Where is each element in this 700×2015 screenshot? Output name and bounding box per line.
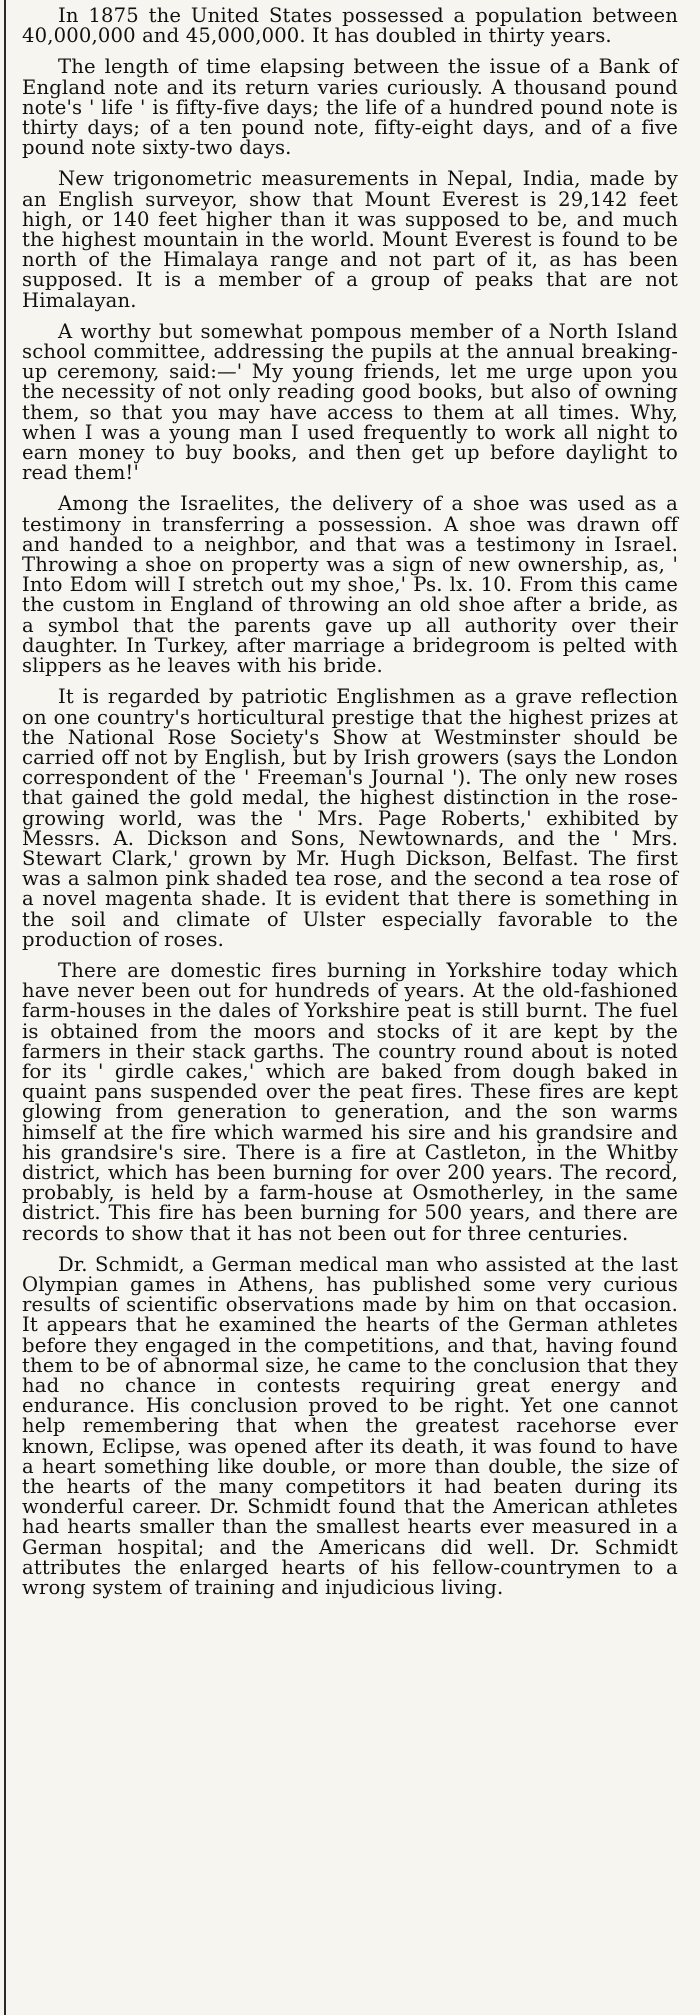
paragraph-mount-everest: New trigonometric measurements in Nepal, India, made by an English surveyor, show that Mount Everest is 29,142 feet high, or 140 feet higher than it was supposed to be, and much the highest mountain in the world. Mount Everest is found to be north of the Himalaya range and not part of it, as has been supposed. It is a member of a group of peaks that are not Himalayan. bbox=[22, 167, 678, 312]
column-rule bbox=[4, 0, 6, 2015]
paragraph-yorkshire-fires: There are domestic fires burning in Yorkshire today which have never been out for hundreds of years. At the old-fashioned farm-houses in the dales of Yorkshire peat is still burnt. The fuel is obtained from the moors and stocks of it are kept by the farmers in their stack garths. The country round about is noted for its ' girdle cakes,' which are baked from dough baked in quaint pans suspended over the peat fires. These fires are kept glowing from generation to generation, and the son warms himself at the fire which warmed his sire and his grandsire and his grandsire's sire. There is a fire at Castleton, in the Whitby district, which has been burning for over 200 years. The record, probably, is held by a farm-house at Osmotherley, in the same district. This fire has been burning for 500 years, and there are records to show that it has not been out for three centuries. bbox=[22, 958, 678, 1245]
paragraph-shoe-custom: Among the Israelites, the delivery of a shoe was used as a testimony in transferring a possession. A shoe was drawn off and handed to a neighbor, and that was a testimony in Israel. Throwing a shoe on property was a sign of new ownership, as, ' Into Edom will I stretch out my shoe,' Ps. lx. 10. From this came the custom in England of throwing an old shoe after a bride, as a symbol that the parents gave up all authority over their daughter. In Turkey, after marriage a bridegroom is pelted with slippers as he leaves with his bride. bbox=[22, 492, 678, 678]
paragraph-bank-notes: The length of time elapsing between the issue of a Bank of England note and its return varies curiously. A thousand pound note's ' life ' is fifty-five days; the life of a hundred pound note is thirty days; of a ten pound note, fifty-eight days, and of a five pound note sixty-two days. bbox=[22, 55, 678, 160]
paragraph-school-committee: A worthy but somewhat pompous member of a North Island school committee, addressing the pupils at the annual breaking-up ceremony, said:—' My young friends, let me urge upon you the necessity of not only reading good books, but also of owning them, so that you may have access to them at all times. Why, when I was a young man I used frequently to work all night to earn money to buy books, and then get up before daylight to read them!' bbox=[22, 319, 678, 485]
paragraph-population: In 1875 the United States possessed a population between 40,000,000 and 45,000,000. It has doubled in thirty years. bbox=[22, 4, 678, 48]
paragraph-athletes-hearts: Dr. Schmidt, a German medical man who assisted at the last Olympian games in Athens, has published some very curious results of scientific observations made by him on that occasion. It appears that he examined the hearts of the German athletes before they engaged in the competitions, and that, having found them to be of abnormal size, he came to the conclusion that they had no chance in contests requiring great energy and endurance. His conclusion proved to be right. Yet one cannot help remembering that when the greatest racehorse ever known, Eclipse, was opened after its death, it was found to have a heart something like double, or more than double, the size of the hearts of the many competitors it had beaten during its wonderful career. Dr. Schmidt found that the American athletes had hearts smaller than the smallest hearts ever measured in a German hospital; and the Americans did well. Dr. Schmidt attributes the enlarged hearts of his fellow-countrymen to a wrong system of training and injudicious living. bbox=[22, 1252, 678, 1600]
paragraph-roses: It is regarded by patriotic Englishmen as a grave reflection on one country's horticultural prestige that the highest prizes at the National Rose Society's Show at Westminster should be carried off not by English, but by Irish growers (says the London correspondent of the ' Freeman's Journal '). The only new roses that gained the gold medal, the highest distinction in the rose-growing world, was the ' Mrs. Page Roberts,' exhibited by Messrs. A. Dickson and Sons, Newtownards, and the ' Mrs. Stewart Clark,' grown by Mr. Hugh Dickson, Belfast. The first was a salmon pink shaded tea rose, and the second a tea rose of a novel magenta shade. It is evident that there is something in the soil and climate of Ulster especially favorable to the production of roses. bbox=[22, 685, 678, 951]
article-column bbox=[22, 6, 678, 1609]
